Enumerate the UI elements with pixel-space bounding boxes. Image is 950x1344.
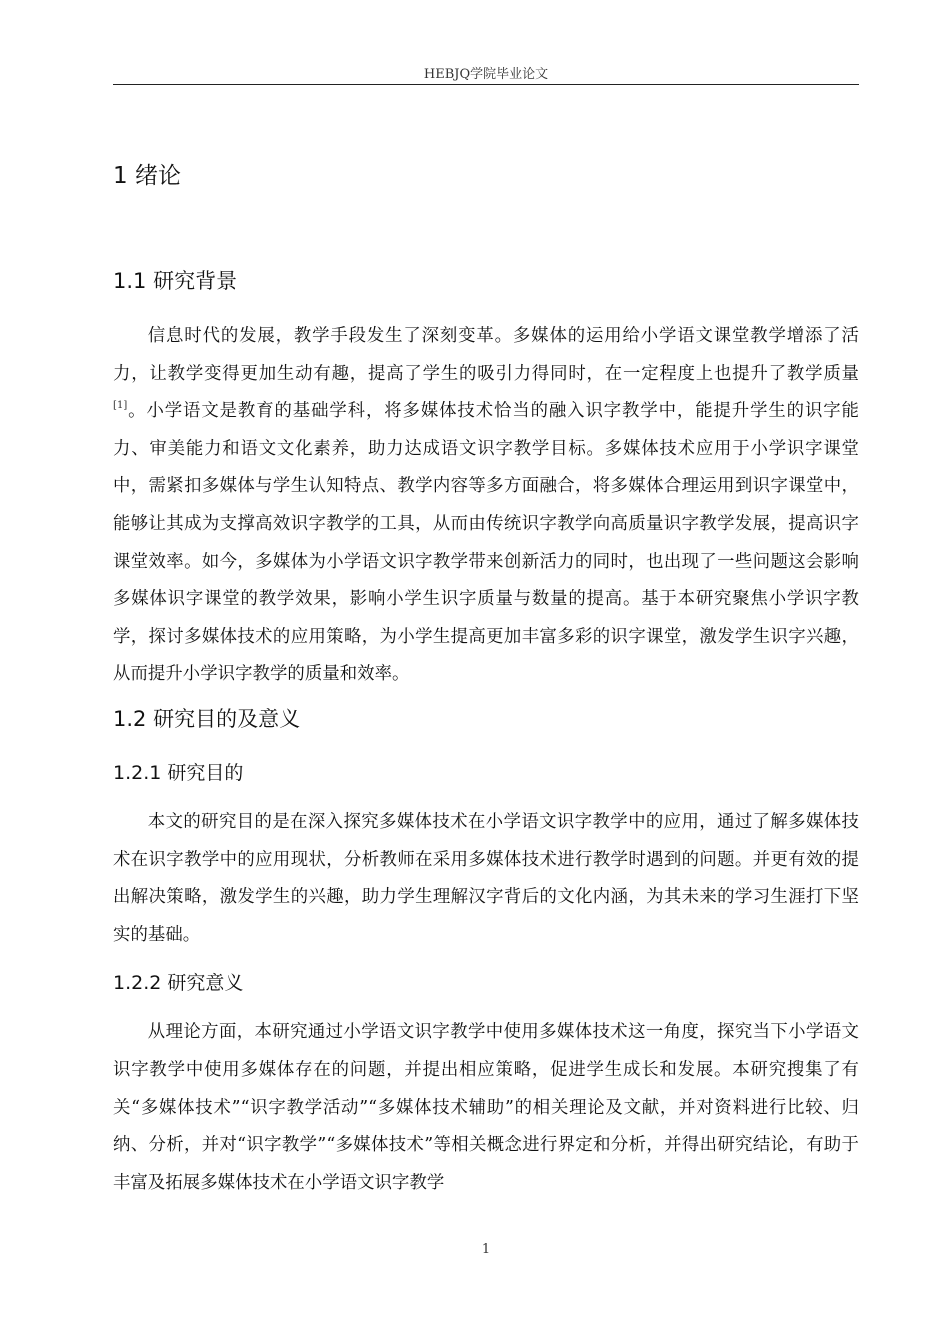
paragraph-text: 。小学语文是教育的基础学科，将多媒体技术恰当的融入识字教学中，能提升学生的识字能力、审美能力和语文文化素养，助力达成语文识字教学目标。多媒体技术应用于小学识字课堂中，需紧扣多媒体与学生认知特点、教学内容等多方面融合，将多媒体合理运用到识字课堂中，能够让其成为支撑高效识字教学的工具，从而由传统识字教学向高质量识字教学发展，提高识字课堂效率。如今，多媒体为小学语文识字教学带来创新活力的同时，也出现了一些问题这会影响多媒体识字课堂的教学效果，影响小学生识字质量与数量的提高。基于本研究聚焦小学识字教学，探讨多媒体技术的应用策略，为小学生提高更加丰富多彩的识字课堂，激发学生识字兴趣，从而提升小学识字教学的质量和效率。 <box>113 401 859 685</box>
page-body <box>113 150 859 1202</box>
paragraph-text: 信息时代的发展，教学手段发生了深刻变革。多媒体的运用给小学语文课堂教学增添了活力，让教学变得更加生动有趣，提高了学生的吸引力得同时，在一定程度上也提升了教学质量 <box>113 326 859 384</box>
paragraph-research-background <box>113 318 859 694</box>
paragraph-research-purpose: 本文的研究目的是在深入探究多媒体技术在小学语文识字教学中的应用，通过了解多媒体技术在识字教学中的应用现状，分析教师在采用多媒体技术进行教学时遇到的问题。并更有效的提出解决策略，激发学生的兴趣，助力学生理解汉字背后的文化内涵，为其未来的学习生涯打下坚实的基础。 <box>113 811 859 945</box>
page-number: 1 <box>481 1242 491 1257</box>
running-header: HEBJQ学院毕业论文 <box>423 67 549 82</box>
subsection-title-research-purpose: 1.2.1 研究目的 <box>113 761 244 784</box>
section-title-research-background: 1.1 研究背景 <box>113 269 238 293</box>
spacer <box>113 202 859 262</box>
paragraph-research-significance: 从理论方面，本研究通过小学语文识字教学中使用多媒体技术这一角度，探究当下小学语文识字教学中使用多媒体存在的问题，并提出相应策略，促进学生成长和发展。本研究搜集了有关“多媒体技术”“识字教学活动”“多媒体技术辅助”的相关理论及文献，并对资料进行比较、归纳、分析，并对“识字教学”“多媒体技术”等相关概念进行界定和分析，并得出研究结论，有助于丰富及拓展多媒体技术在小学语文识字教学 <box>113 1022 859 1193</box>
section-title-purpose-significance: 1.2 研究目的及意义 <box>113 706 301 731</box>
citation-ref[interactable]: [1] <box>113 400 128 412</box>
header-rule <box>113 84 859 85</box>
subsection-title-research-significance: 1.2.2 研究意义 <box>113 972 244 995</box>
chapter-title: 1 绪论 <box>113 163 181 189</box>
